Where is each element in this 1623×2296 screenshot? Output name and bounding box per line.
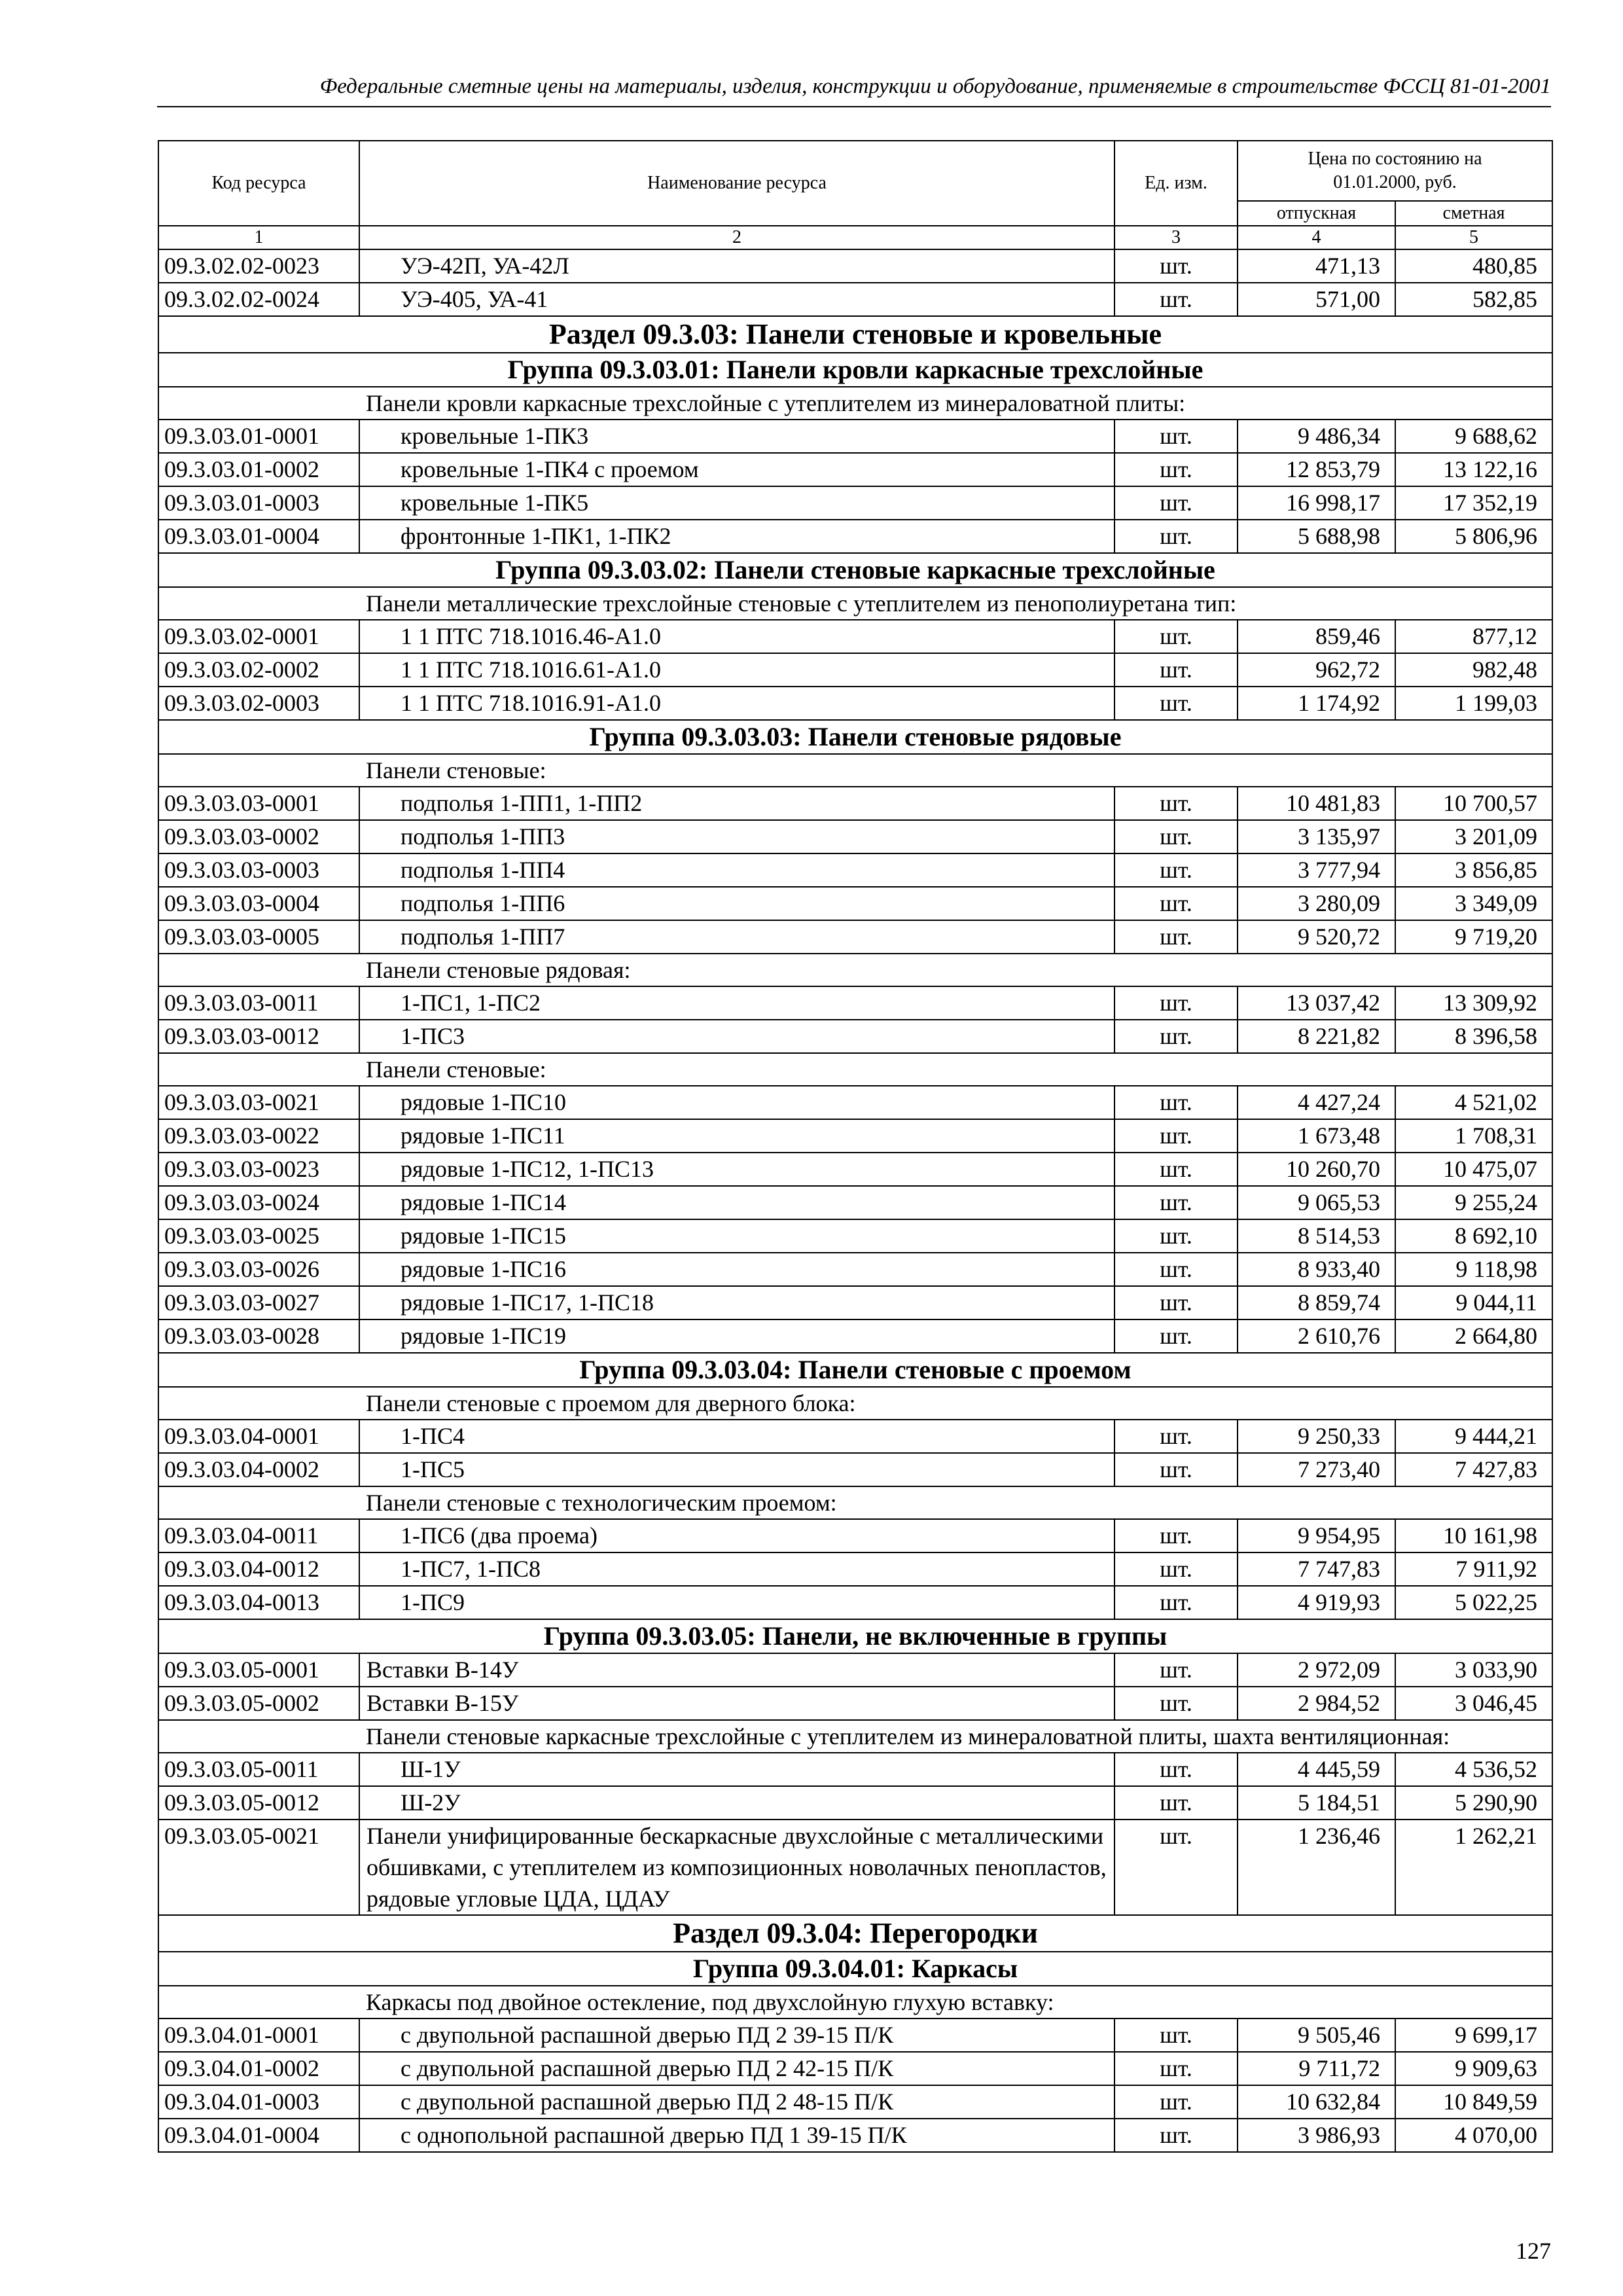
unit: шт.: [1115, 1286, 1238, 1319]
column-number: 2: [359, 226, 1115, 249]
subheading: Панели кровли каркасные трехслойные с утеплителем из минераловатной плиты:: [359, 387, 1552, 420]
table-row: [158, 787, 1552, 820]
unit: шт.: [1115, 1653, 1238, 1687]
resource-name: рядовые 1-ПС14: [359, 1186, 1115, 1219]
price-table: [158, 140, 1553, 2153]
table-row: [158, 1186, 1552, 1219]
unit: шт.: [1115, 620, 1238, 653]
subheading: Панели стеновые:: [359, 1053, 1552, 1086]
resource-code: 09.3.03.01-0004: [158, 520, 359, 553]
subheading: Панели стеновые:: [359, 754, 1552, 787]
estimate-price: 9 118,98: [1395, 1253, 1552, 1286]
table-row: [158, 1219, 1552, 1253]
header-name: Наименование ресурса: [359, 141, 1115, 226]
estimate-price: 9 044,11: [1395, 1286, 1552, 1319]
estimate-price: 10 849,59: [1395, 2085, 1552, 2119]
empty-cell: [158, 954, 359, 986]
unit: шт.: [1115, 1319, 1238, 1353]
group-heading-row: [158, 720, 1552, 754]
resource-name: с двупольной распашной дверью ПД 2 42-15 П/К: [359, 2052, 1115, 2085]
table-row: [158, 1286, 1552, 1319]
estimate-price: 13 309,92: [1395, 986, 1552, 1020]
unit: шт.: [1115, 420, 1238, 453]
resource-name: 1-ПС3: [359, 1020, 1115, 1053]
empty-cell: [158, 754, 359, 787]
resource-name: УЭ-42П, УА-42Л: [359, 249, 1115, 283]
release-price: 962,72: [1238, 653, 1395, 687]
resource-name: кровельные 1-ПК5: [359, 486, 1115, 520]
release-price: 8 859,74: [1238, 1286, 1395, 1319]
subheading: Каркасы под двойное остекление, под двухслойную глухую вставку:: [359, 1986, 1552, 2018]
estimate-price: 3 046,45: [1395, 1687, 1552, 1720]
resource-code: 09.3.03.03-0023: [158, 1153, 359, 1186]
estimate-price: 10 161,98: [1395, 1519, 1552, 1552]
resource-code: 09.3.03.03-0021: [158, 1086, 359, 1119]
release-price: 7 747,83: [1238, 1552, 1395, 1586]
table-row: [158, 1519, 1552, 1552]
resource-name: Вставки В-15У: [359, 1687, 1115, 1720]
table-row: [158, 1319, 1552, 1353]
resource-code: 09.3.03.04-0011: [158, 1519, 359, 1552]
release-price: 571,00: [1238, 283, 1395, 316]
resource-name: кровельные 1-ПК3: [359, 420, 1115, 453]
release-price: 13 037,42: [1238, 986, 1395, 1020]
resource-code: 09.3.04.01-0004: [158, 2119, 359, 2152]
release-price: 2 972,09: [1238, 1653, 1395, 1687]
release-price: 3 986,93: [1238, 2119, 1395, 2152]
estimate-price: 2 664,80: [1395, 1319, 1552, 1353]
resource-code: 09.3.03.03-0001: [158, 787, 359, 820]
unit: шт.: [1115, 1552, 1238, 1586]
estimate-price: 5 022,25: [1395, 1586, 1552, 1619]
release-price: 9 065,53: [1238, 1186, 1395, 1219]
resource-name: подполья 1-ПП3: [359, 820, 1115, 853]
resource-code: 09.3.03.03-0002: [158, 820, 359, 853]
resource-code: 09.3.04.01-0002: [158, 2052, 359, 2085]
estimate-price: 9 688,62: [1395, 420, 1552, 453]
resource-code: 09.3.03.02-0002: [158, 653, 359, 687]
resource-code: 09.3.03.02-0003: [158, 687, 359, 720]
section-heading-row: [158, 1915, 1552, 1952]
unit: шт.: [1115, 1420, 1238, 1453]
release-price: 5 688,98: [1238, 520, 1395, 553]
subheading-row: [158, 1720, 1552, 1753]
resource-name: Ш-1У: [359, 1753, 1115, 1786]
subheading: Панели стеновые с проемом для дверного блока:: [359, 1387, 1552, 1420]
unit: шт.: [1115, 1253, 1238, 1286]
release-price: 5 184,51: [1238, 1786, 1395, 1820]
resource-code: 09.3.03.04-0001: [158, 1420, 359, 1453]
table-row: [158, 1253, 1552, 1286]
resource-name: с двупольной распашной дверью ПД 2 48-15 П/К: [359, 2085, 1115, 2119]
empty-cell: [158, 387, 359, 420]
subheading-row: [158, 587, 1552, 620]
release-price: 4 427,24: [1238, 1086, 1395, 1119]
unit: шт.: [1115, 1153, 1238, 1186]
unit: шт.: [1115, 1786, 1238, 1820]
release-price: 9 486,34: [1238, 420, 1395, 453]
estimate-price: 10 475,07: [1395, 1153, 1552, 1186]
unit: шт.: [1115, 486, 1238, 520]
release-price: 9 520,72: [1238, 920, 1395, 954]
subheading: Панели металлические трехслойные стеновые с утеплителем из пенополиуретана тип:: [359, 587, 1552, 620]
column-number: 4: [1238, 226, 1395, 249]
release-price: 1 673,48: [1238, 1119, 1395, 1153]
release-price: 9 711,72: [1238, 2052, 1395, 2085]
estimate-price: 3 349,09: [1395, 887, 1552, 920]
unit: шт.: [1115, 1820, 1238, 1915]
group-heading: Группа 09.3.03.05: Панели, не включенные в группы: [158, 1619, 1552, 1653]
resource-code: 09.3.03.05-0011: [158, 1753, 359, 1786]
group-heading: Группа 09.3.03.02: Панели стеновые каркасные трехслойные: [158, 553, 1552, 587]
table-row: [158, 1086, 1552, 1119]
header-estimate-price: сметная: [1395, 201, 1552, 226]
resource-name: подполья 1-ПП7: [359, 920, 1115, 954]
release-price: 8 933,40: [1238, 1253, 1395, 1286]
table-row: [158, 1420, 1552, 1453]
resource-code: 09.3.04.01-0001: [158, 2018, 359, 2052]
estimate-price: 8 396,58: [1395, 1020, 1552, 1053]
resource-name: подполья 1-ПП1, 1-ПП2: [359, 787, 1115, 820]
resource-code: 09.3.02.02-0024: [158, 283, 359, 316]
table-row: [158, 1753, 1552, 1786]
unit: шт.: [1115, 986, 1238, 1020]
resource-code: 09.3.03.03-0022: [158, 1119, 359, 1153]
estimate-price: 3 033,90: [1395, 1653, 1552, 1687]
estimate-price: 480,85: [1395, 249, 1552, 283]
resource-code: 09.3.04.01-0003: [158, 2085, 359, 2119]
release-price: 4 919,93: [1238, 1586, 1395, 1619]
release-price: 8 221,82: [1238, 1020, 1395, 1053]
estimate-price: 5 290,90: [1395, 1786, 1552, 1820]
table-row: [158, 820, 1552, 853]
release-price: 9 250,33: [1238, 1420, 1395, 1453]
release-price: 8 514,53: [1238, 1219, 1395, 1253]
resource-code: 09.3.03.04-0012: [158, 1552, 359, 1586]
table-row: [158, 1820, 1552, 1915]
resource-code: 09.3.03.03-0027: [158, 1286, 359, 1319]
resource-code: 09.3.02.02-0023: [158, 249, 359, 283]
resource-name: 1-ПС5: [359, 1453, 1115, 1486]
table-row: [158, 2018, 1552, 2052]
estimate-price: 4 070,00: [1395, 2119, 1552, 2152]
estimate-price: 1 708,31: [1395, 1119, 1552, 1153]
resource-name: Панели унифицированные бескаркасные двухслойные с металлическими обшивками, с утеплителем из композиционных новолачных пенопластов, рядовые угловые ЦДА, ЦДАУ: [359, 1820, 1115, 1915]
resource-code: 09.3.03.02-0001: [158, 620, 359, 653]
unit: шт.: [1115, 1119, 1238, 1153]
unit: шт.: [1115, 1186, 1238, 1219]
header-price: Цена по состоянию на 01.01.2000, руб.: [1238, 141, 1552, 201]
table-row: [158, 1020, 1552, 1053]
estimate-price: 982,48: [1395, 653, 1552, 687]
estimate-price: 8 692,10: [1395, 1219, 1552, 1253]
table-row: [158, 1453, 1552, 1486]
subheading: Панели стеновые каркасные трехслойные с утеплителем из минераловатной плиты, шахта вентиляционная:: [359, 1720, 1552, 1753]
header-release-price: отпускная: [1238, 201, 1395, 226]
subheading: Панели стеновые рядовая:: [359, 954, 1552, 986]
resource-name: 1 1 ПТС 718.1016.46-А1.0: [359, 620, 1115, 653]
resource-code: 09.3.03.05-0001: [158, 1653, 359, 1687]
group-heading: Группа 09.3.03.03: Панели стеновые рядовые: [158, 720, 1552, 754]
section-heading: Раздел 09.3.04: Перегородки: [158, 1915, 1552, 1952]
unit: шт.: [1115, 1219, 1238, 1253]
unit: шт.: [1115, 1586, 1238, 1619]
empty-cell: [158, 1053, 359, 1086]
table-row: [158, 283, 1552, 316]
unit: шт.: [1115, 1086, 1238, 1119]
estimate-price: 4 521,02: [1395, 1086, 1552, 1119]
resource-code: 09.3.03.03-0005: [158, 920, 359, 954]
resource-name: кровельные 1-ПК4 с проемом: [359, 453, 1115, 486]
release-price: 2 610,76: [1238, 1319, 1395, 1353]
resource-code: 09.3.03.05-0002: [158, 1687, 359, 1720]
estimate-price: 9 909,63: [1395, 2052, 1552, 2085]
release-price: 12 853,79: [1238, 453, 1395, 486]
unit: шт.: [1115, 1519, 1238, 1552]
subheading-row: [158, 754, 1552, 787]
table-row: [158, 453, 1552, 486]
estimate-price: 1 262,21: [1395, 1820, 1552, 1915]
resource-code: 09.3.03.05-0012: [158, 1786, 359, 1820]
estimate-price: 9 444,21: [1395, 1420, 1552, 1453]
unit: шт.: [1115, 853, 1238, 887]
resource-name: подполья 1-ПП4: [359, 853, 1115, 887]
estimate-price: 1 199,03: [1395, 687, 1552, 720]
table-row: [158, 920, 1552, 954]
table-row: [158, 1552, 1552, 1586]
estimate-price: 7 911,92: [1395, 1552, 1552, 1586]
resource-name: 1 1 ПТС 718.1016.61-А1.0: [359, 653, 1115, 687]
release-price: 10 632,84: [1238, 2085, 1395, 2119]
header-unit: Ед. изм.: [1115, 141, 1238, 226]
unit: шт.: [1115, 887, 1238, 920]
unit: шт.: [1115, 1753, 1238, 1786]
resource-name: рядовые 1-ПС12, 1-ПС13: [359, 1153, 1115, 1186]
resource-name: фронтонные 1-ПК1, 1-ПК2: [359, 520, 1115, 553]
unit: шт.: [1115, 687, 1238, 720]
resource-name: рядовые 1-ПС19: [359, 1319, 1115, 1353]
column-number: 1: [158, 226, 359, 249]
column-number: 3: [1115, 226, 1238, 249]
table-row: [158, 2119, 1552, 2152]
unit: шт.: [1115, 2119, 1238, 2152]
section-heading-row: [158, 316, 1552, 353]
estimate-price: 9 719,20: [1395, 920, 1552, 954]
resource-code: 09.3.03.01-0003: [158, 486, 359, 520]
table-row: [158, 986, 1552, 1020]
group-heading-row: [158, 1952, 1552, 1986]
empty-cell: [158, 587, 359, 620]
unit: шт.: [1115, 283, 1238, 316]
estimate-price: 9 255,24: [1395, 1186, 1552, 1219]
empty-cell: [158, 1486, 359, 1519]
resource-name: рядовые 1-ПС15: [359, 1219, 1115, 1253]
unit: шт.: [1115, 1020, 1238, 1053]
section-heading: Раздел 09.3.03: Панели стеновые и кровельные: [158, 316, 1552, 353]
column-number: 5: [1395, 226, 1552, 249]
estimate-price: 877,12: [1395, 620, 1552, 653]
table-row: [158, 2052, 1552, 2085]
resource-name: с однопольной распашной дверью ПД 1 39-15 П/К: [359, 2119, 1115, 2152]
release-price: 471,13: [1238, 249, 1395, 283]
resource-code: 09.3.03.03-0028: [158, 1319, 359, 1353]
table-row: [158, 520, 1552, 553]
estimate-price: 3 856,85: [1395, 853, 1552, 887]
subheading-row: [158, 1486, 1552, 1519]
group-heading-row: [158, 553, 1552, 587]
resource-code: 09.3.03.03-0025: [158, 1219, 359, 1253]
unit: шт.: [1115, 249, 1238, 283]
resource-name: с двупольной распашной дверью ПД 2 39-15 П/К: [359, 2018, 1115, 2052]
resource-name: 1-ПС7, 1-ПС8: [359, 1552, 1115, 1586]
resource-name: 1 1 ПТС 718.1016.91-А1.0: [359, 687, 1115, 720]
subheading-row: [158, 1986, 1552, 2018]
resource-name: рядовые 1-ПС17, 1-ПС18: [359, 1286, 1115, 1319]
release-price: 9 954,95: [1238, 1519, 1395, 1552]
resource-name: УЭ-405, УА-41: [359, 283, 1115, 316]
release-price: 4 445,59: [1238, 1753, 1395, 1786]
table-row: [158, 687, 1552, 720]
estimate-price: 3 201,09: [1395, 820, 1552, 853]
table-row: [158, 486, 1552, 520]
estimate-price: 4 536,52: [1395, 1753, 1552, 1786]
resource-name: рядовые 1-ПС16: [359, 1253, 1115, 1286]
unit: шт.: [1115, 787, 1238, 820]
release-price: 9 505,46: [1238, 2018, 1395, 2052]
release-price: 3 135,97: [1238, 820, 1395, 853]
estimate-price: 5 806,96: [1395, 520, 1552, 553]
resource-name: Ш-2У: [359, 1786, 1115, 1820]
resource-name: 1-ПС4: [359, 1420, 1115, 1453]
estimate-price: 9 699,17: [1395, 2018, 1552, 2052]
group-heading: Группа 09.3.03.01: Панели кровли каркасные трехслойные: [158, 353, 1552, 387]
release-price: 10 260,70: [1238, 1153, 1395, 1186]
unit: шт.: [1115, 2085, 1238, 2119]
table-row: [158, 853, 1552, 887]
subheading-row: [158, 954, 1552, 986]
resource-name: рядовые 1-ПС11: [359, 1119, 1115, 1153]
group-heading: Группа 09.3.03.04: Панели стеновые с проемом: [158, 1353, 1552, 1387]
unit: шт.: [1115, 520, 1238, 553]
unit: шт.: [1115, 2018, 1238, 2052]
group-heading-row: [158, 1353, 1552, 1387]
resource-name: подполья 1-ПП6: [359, 887, 1115, 920]
unit: шт.: [1115, 653, 1238, 687]
estimate-price: 7 427,83: [1395, 1453, 1552, 1486]
resource-code: 09.3.03.01-0002: [158, 453, 359, 486]
release-price: 10 481,83: [1238, 787, 1395, 820]
resource-code: 09.3.03.03-0026: [158, 1253, 359, 1286]
estimate-price: 13 122,16: [1395, 453, 1552, 486]
resource-code: 09.3.03.03-0003: [158, 853, 359, 887]
release-price: 16 998,17: [1238, 486, 1395, 520]
running-head: Федеральные сметные цены на материалы, изделия, конструкции и оборудование, применяемые в строительстве ФССЦ 81-01-2001: [157, 73, 1551, 107]
table-row: [158, 1119, 1552, 1153]
subheading-row: [158, 1387, 1552, 1420]
empty-cell: [158, 1986, 359, 2018]
unit: шт.: [1115, 1453, 1238, 1486]
unit: шт.: [1115, 2052, 1238, 2085]
resource-code: 09.3.03.03-0004: [158, 887, 359, 920]
resource-code: 09.3.03.04-0002: [158, 1453, 359, 1486]
unit: шт.: [1115, 453, 1238, 486]
unit: шт.: [1115, 820, 1238, 853]
subheading-row: [158, 387, 1552, 420]
resource-code: 09.3.03.01-0001: [158, 420, 359, 453]
table-row: [158, 2085, 1552, 2119]
release-price: 1 174,92: [1238, 687, 1395, 720]
subheading-row: [158, 1053, 1552, 1086]
table-row: [158, 1786, 1552, 1820]
table-row: [158, 1586, 1552, 1619]
resource-name: Вставки В-14У: [359, 1653, 1115, 1687]
resource-code: 09.3.03.03-0024: [158, 1186, 359, 1219]
release-price: 7 273,40: [1238, 1453, 1395, 1486]
estimate-price: 17 352,19: [1395, 486, 1552, 520]
resource-name: 1-ПС1, 1-ПС2: [359, 986, 1115, 1020]
group-heading-row: [158, 1619, 1552, 1653]
group-heading-row: [158, 353, 1552, 387]
table-body: [158, 249, 1552, 2152]
release-price: 859,46: [1238, 620, 1395, 653]
table-row: [158, 887, 1552, 920]
table-row: [158, 620, 1552, 653]
resource-code: 09.3.03.05-0021: [158, 1820, 359, 1915]
empty-cell: [158, 1387, 359, 1420]
unit: шт.: [1115, 1687, 1238, 1720]
table-row: [158, 1687, 1552, 1720]
table-row: [158, 1153, 1552, 1186]
estimate-price: 582,85: [1395, 283, 1552, 316]
resource-code: 09.3.03.03-0011: [158, 986, 359, 1020]
resource-name: 1-ПС9: [359, 1586, 1115, 1619]
empty-cell: [158, 1720, 359, 1753]
release-price: 3 777,94: [1238, 853, 1395, 887]
estimate-price: 10 700,57: [1395, 787, 1552, 820]
release-price: 2 984,52: [1238, 1687, 1395, 1720]
header-code: Код ресурса: [158, 141, 359, 226]
resource-name: 1-ПС6 (два проема): [359, 1519, 1115, 1552]
table-row: [158, 249, 1552, 283]
resource-code: 09.3.03.03-0012: [158, 1020, 359, 1053]
release-price: 3 280,09: [1238, 887, 1395, 920]
table-row: [158, 1653, 1552, 1687]
page-number: 127: [1516, 2238, 1551, 2264]
group-heading: Группа 09.3.04.01: Каркасы: [158, 1952, 1552, 1986]
resource-code: 09.3.03.04-0013: [158, 1586, 359, 1619]
release-price: 1 236,46: [1238, 1820, 1395, 1915]
table-row: [158, 420, 1552, 453]
table-row: [158, 653, 1552, 687]
unit: шт.: [1115, 920, 1238, 954]
resource-name: рядовые 1-ПС10: [359, 1086, 1115, 1119]
subheading: Панели стеновые с технологическим проемом:: [359, 1486, 1552, 1519]
